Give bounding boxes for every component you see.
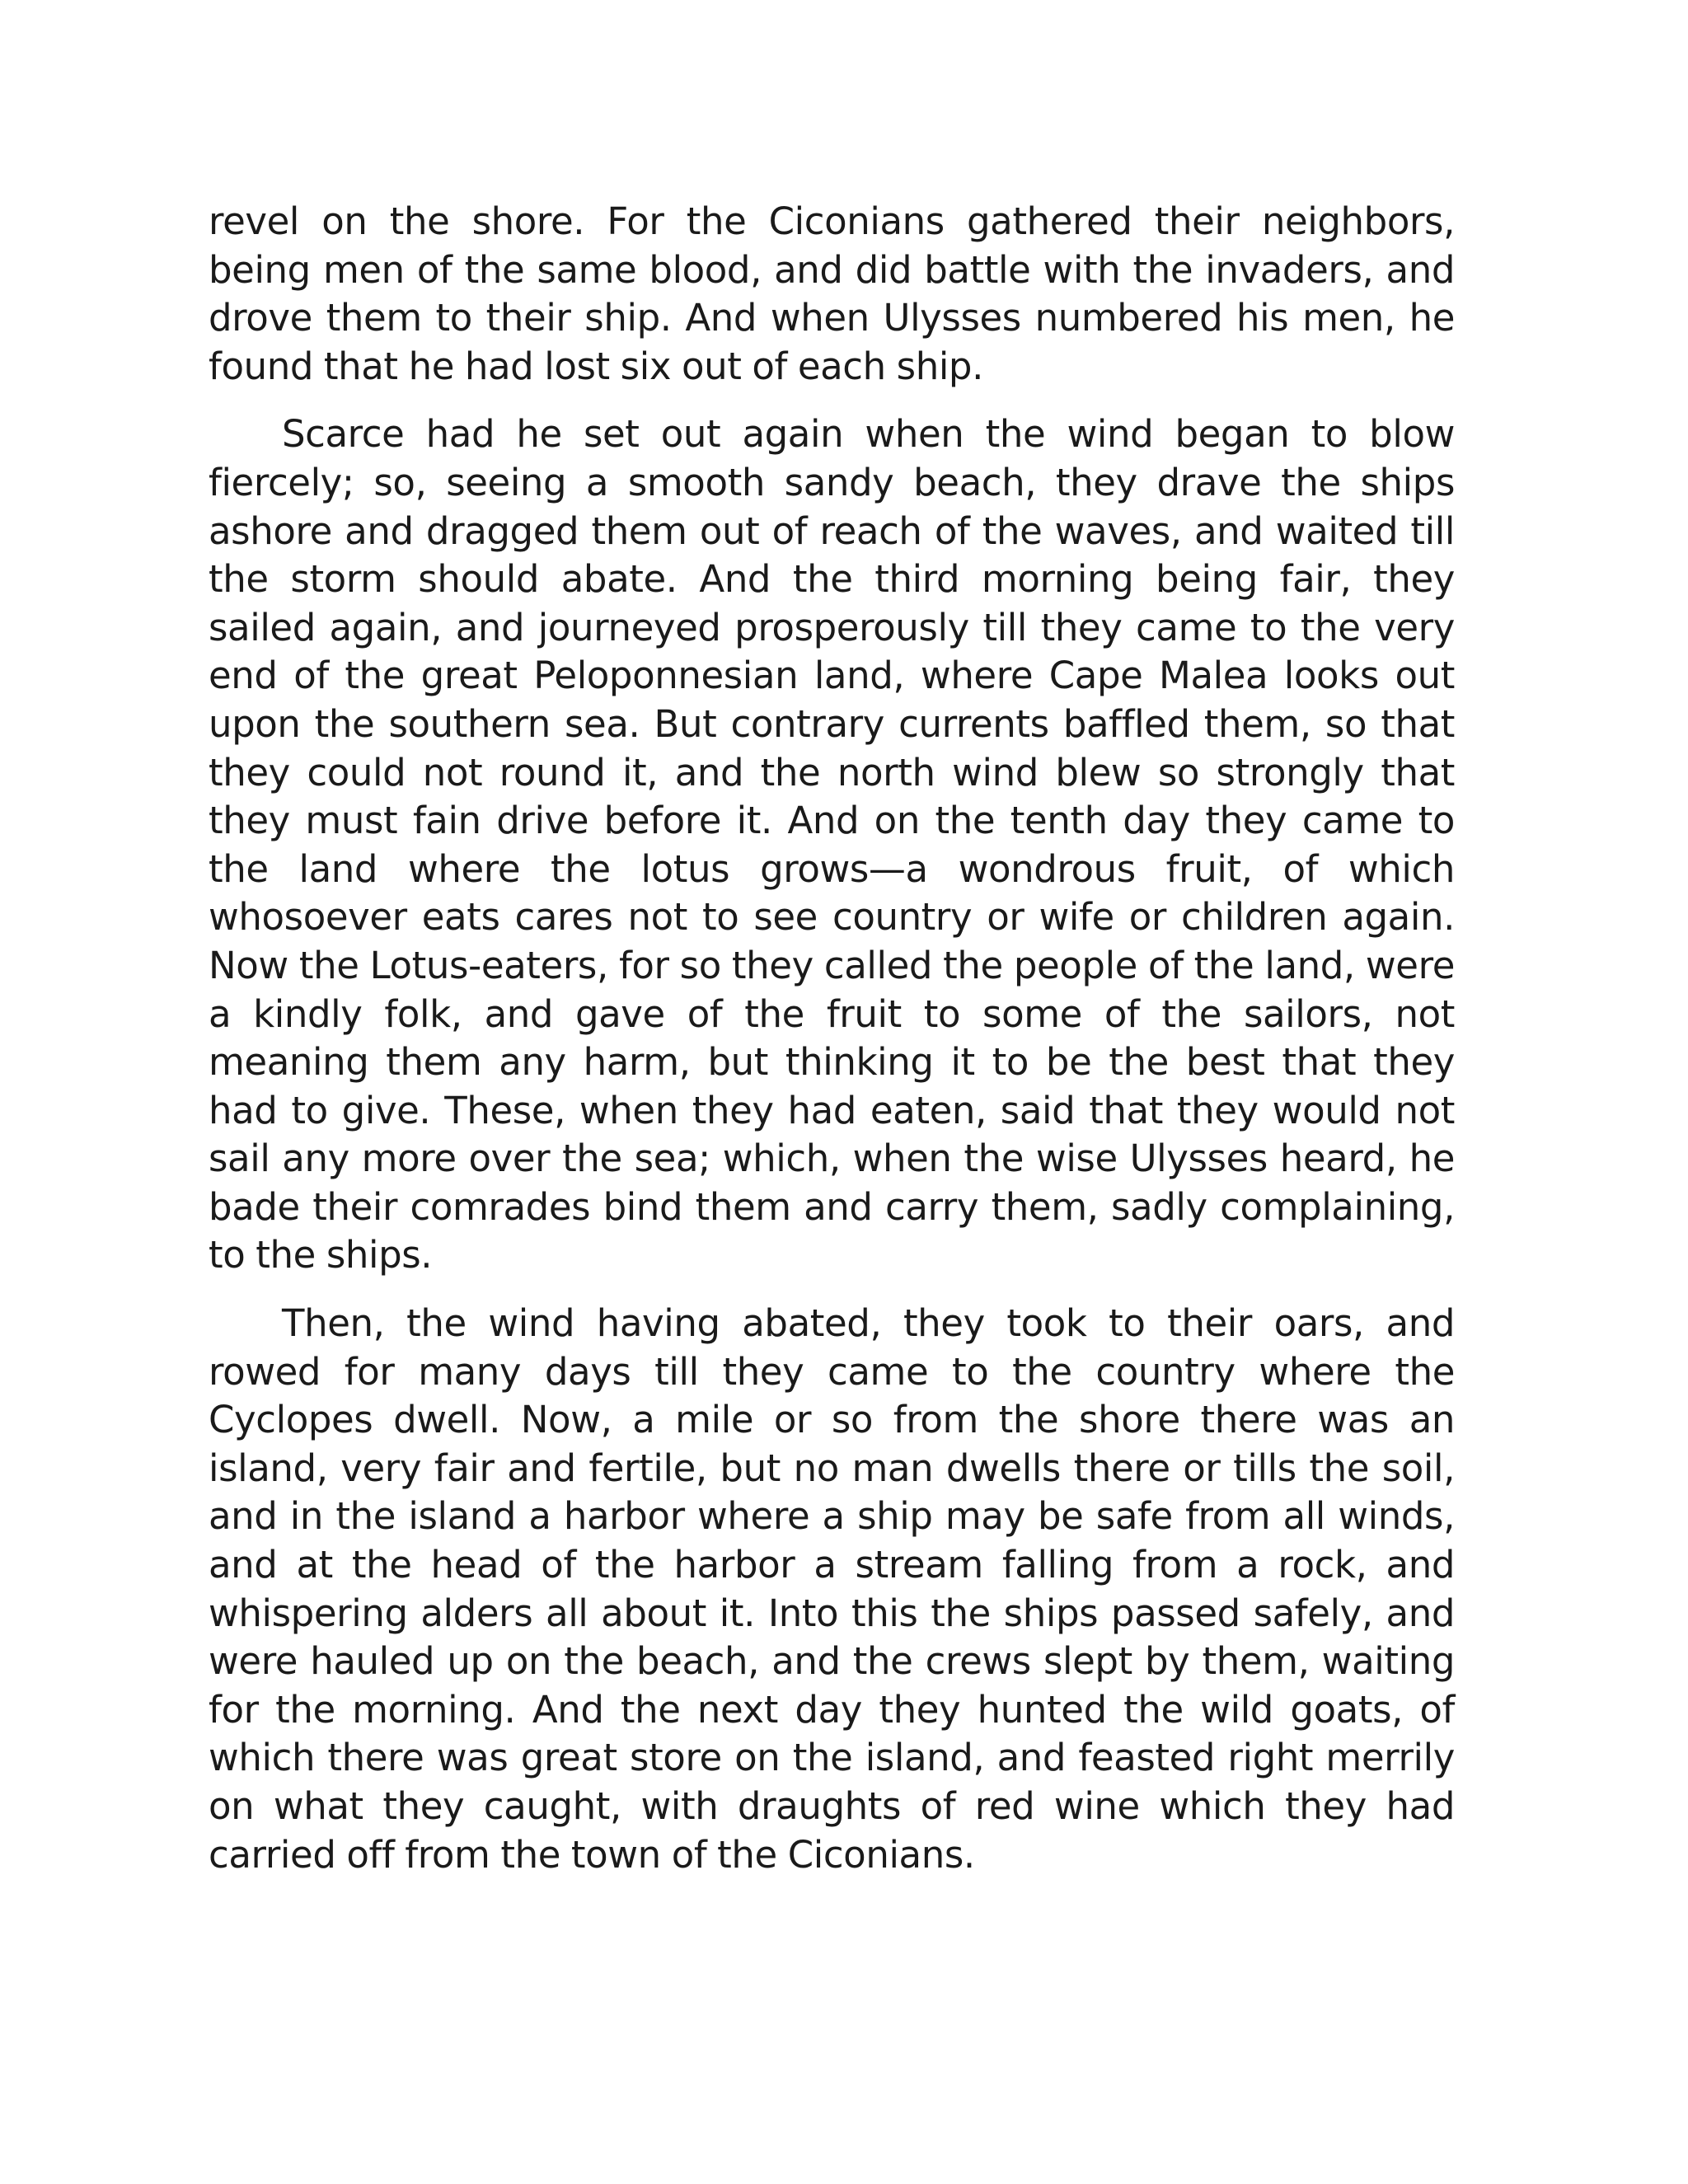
paragraph-1: revel on the shore. For the Ciconians gathered their neighbors, being men of the same blood, and did battle with the invaders, and drove them to their ship. And when Ulysses numbered his men, he found that he had lost six out of each ship. bbox=[209, 199, 1455, 388]
paragraph-3: Then, the wind having abated, they took to their oars, and rowed for many days till they came to the country where the Cyclopes dwell. Now, a mile or so from the shore there was an island, very fair and fertile, but no man dwells there or tills the soil, and in the island a harbor where a ship may be safe from all winds, and at the head of the harbor a stream falling from a rock, and whispering alders all about it. Into this the ships passed safely, and were hauled up on the beach, and the crews slept by them, waiting for the morning. And the next day they hunted the wild goats, of which there was great store on the island, and feasted right merrily on what they caught, with draughts of red wine which they had carried off from the town of the Ciconians. bbox=[209, 1301, 1455, 1877]
paragraph-2: Scarce had he set out again when the wind began to blow fiercely; so, seeing a smooth sandy beach, they drave the ships ashore and dragged them out of reach of the waves, and waited till the storm should abate. And the third morning being fair, they sailed again, and journeyed prosperously till they came to the very end of the great Peloponnesian land, where Cape Malea looks out upon the southern sea. But contrary currents baffled them, so that they could not round it, and the north wind blew so strongly that they must fain drive before it. And on the tenth day they came to the land where the lotus grows—a wondrous fruit, of which whosoever eats cares not to see country or wife or children again. Now the Lotus-eaters, for so they called the people of the land, were a kindly folk, and gave of the fruit to some of the sailors, not meaning them any harm, but thinking it to be the best that they had to give. These, when they had eaten, said that they would not sail any more over the sea; which, when the wise Ulysses heard, he bade their comrades bind them and carry them, sadly complaining, to the ships. bbox=[209, 412, 1455, 1277]
document-page bbox=[209, 198, 1455, 1899]
